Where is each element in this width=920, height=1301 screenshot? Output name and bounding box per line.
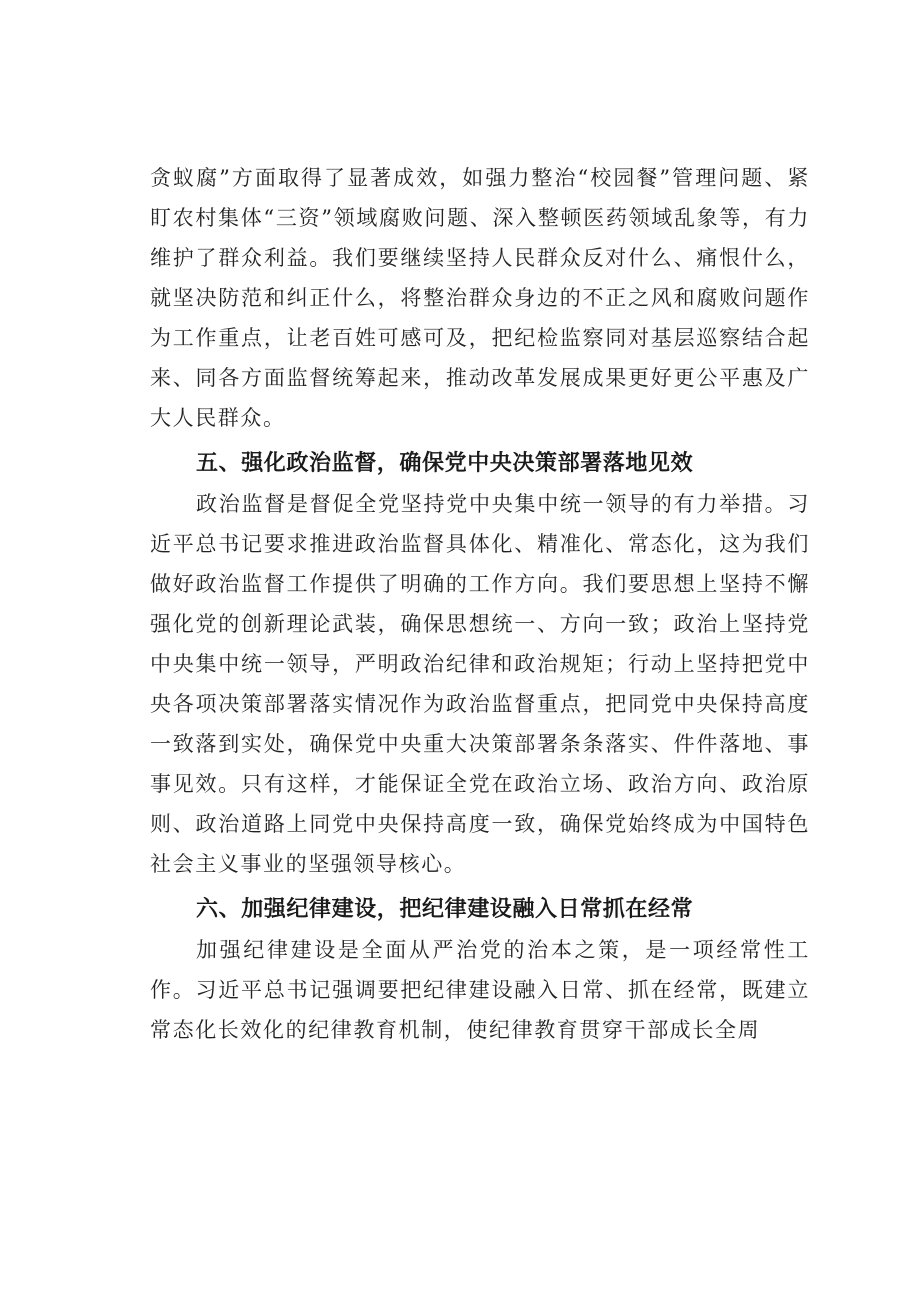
body-paragraph: 加强纪律建设是全面从严治党的治本之策，是一项经常性工作。习近平总书记强调要把纪律建设融入日常、抓在经常，既建立常态化长效化的纪律教育机制，使纪律教育贯穿干部成长全周 <box>150 938 810 1042</box>
document-body <box>150 158 810 1050</box>
body-paragraph: 政治监督是督促全党坚持党中央集中统一领导的有力举措。习近平总书记要求推进政治监督具体化、精准化、常态化，这为我们做好政治监督工作提供了明确的工作方向。我们要思想上坚持不懈强化党的创新理论武装，确保思想统一、方向一致；政治上坚持党中央集中统一领导，严明政治纪律和政治规矩；行动上坚持把党中央各项决策部署落实情况作为政治监督重点，把同党中央保持高度一致落到实处，确保党中央重大决策部署条条落实、件件落地、事事见效。只有这样，才能保证全党在政治立场、政治方向、政治原则、政治道路上同党中央保持高度一致，确保党始终成为中国特色社会主义事业的坚强领导核心。 <box>150 492 810 876</box>
section-heading-5: 五、强化政治监督，确保党中央决策部署落地见效 <box>196 451 694 476</box>
body-paragraph: 贪蚁腐”方面取得了显著成效，如强力整治“校园餐”管理问题、紧盯农村集体“三资”领域腐败问题、深入整顿医药领域乱象等，有力维护了群众利益。我们要继续坚持人民群众反对什么、痛恨什么，就坚决防范和纠正什么，将整治群众身边的不正之风和腐败问题作为工作重点，让老百姓可感可及，把纪检监察同对基层巡察结合起来、同各方面监督统筹起来，推动改革发展成果更好更公平惠及广大人民群众。 <box>150 166 810 430</box>
section-heading-6: 六、加强纪律建设，把纪律建设融入日常抓在经常 <box>196 897 694 922</box>
